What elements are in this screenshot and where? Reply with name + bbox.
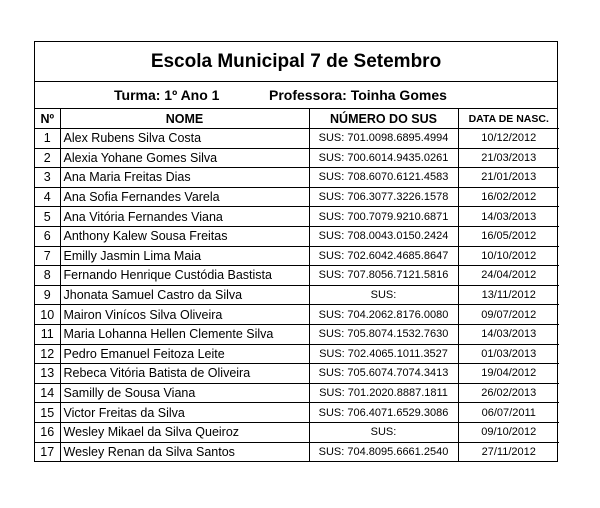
table-header-row [35,109,559,129]
student-name-cell: Mairon Vinícos Silva Oliveira [60,305,309,325]
sus-number-cell: SUS: [309,422,458,442]
student-name-cell: Ana Vitória Fernandes Viana [60,207,309,227]
row-number-cell: 6 [35,226,60,246]
row-number-cell: 1 [35,129,60,149]
row-number-cell: 8 [35,266,60,286]
row-number-cell: 12 [35,344,60,364]
sus-number-cell: SUS: 702.6042.4685.8647 [309,246,458,266]
birth-date-cell: 09/10/2012 [458,422,559,442]
sus-number-cell: SUS: 708.6070.6121.4583 [309,168,458,188]
birth-date-cell: 19/04/2012 [458,364,559,384]
sus-number-cell: SUS: 706.3077.3226.1578 [309,187,458,207]
sus-number-cell: SUS: 704.2062.8176.0080 [309,305,458,325]
table-row [35,305,559,325]
row-number-cell: 13 [35,364,60,384]
row-number-cell: 5 [35,207,60,227]
student-name-cell: Wesley Mikael da Silva Queiroz [60,422,309,442]
table-row [35,207,559,227]
column-header-number: Nº [35,109,60,129]
birth-date-cell: 10/12/2012 [458,129,559,149]
student-name-cell: Victor Freitas da Silva [60,403,309,423]
sus-number-cell: SUS: 704.8095.6661.2540 [309,442,458,461]
row-number-cell: 14 [35,383,60,403]
student-name-cell: Emilly Jasmin Lima Maia [60,246,309,266]
table-row [35,422,559,442]
birth-date-cell: 09/07/2012 [458,305,559,325]
student-name-cell: Fernando Henrique Custódia Bastista [60,266,309,286]
table-row [35,344,559,364]
birth-date-cell: 10/10/2012 [458,246,559,266]
student-name-cell: Ana Maria Freitas Dias [60,168,309,188]
sus-number-cell: SUS: 700.6014.9435.0261 [309,148,458,168]
row-number-cell: 10 [35,305,60,325]
column-header-birth-date: DATA DE NASC. [458,109,559,129]
row-number-cell: 9 [35,285,60,305]
table-row [35,129,559,149]
student-name-cell: Alex Rubens Silva Costa [60,129,309,149]
sus-number-cell: SUS: 706.4071.6529.3086 [309,403,458,423]
table-row [35,246,559,266]
student-name-cell: Samilly de Sousa Viana [60,383,309,403]
column-header-sus: NÚMERO DO SUS [309,109,458,129]
column-header-name: NOME [60,109,309,129]
birth-date-cell: 06/07/2011 [458,403,559,423]
student-roster-sheet [34,41,558,462]
student-table [35,109,559,461]
birth-date-cell: 21/01/2013 [458,168,559,188]
student-name-cell: Ana Sofia Fernandes Varela [60,187,309,207]
class-label: Turma: 1º Ano 1 [114,87,220,103]
teacher-label: Professora: Toinha Gomes [269,87,447,103]
table-row [35,226,559,246]
birth-date-cell: 14/03/2013 [458,324,559,344]
birth-date-cell: 01/03/2013 [458,344,559,364]
sus-number-cell: SUS: [309,285,458,305]
row-number-cell: 4 [35,187,60,207]
birth-date-cell: 21/03/2013 [458,148,559,168]
birth-date-cell: 14/03/2013 [458,207,559,227]
row-number-cell: 7 [35,246,60,266]
birth-date-cell: 26/02/2013 [458,383,559,403]
birth-date-cell: 16/05/2012 [458,226,559,246]
student-name-cell: Jhonata Samuel Castro da Silva [60,285,309,305]
table-row [35,383,559,403]
table-row [35,442,559,461]
student-name-cell: Pedro Emanuel Feitoza Leite [60,344,309,364]
table-row [35,148,559,168]
row-number-cell: 16 [35,422,60,442]
row-number-cell: 15 [35,403,60,423]
sus-number-cell: SUS: 700.7079.9210.6871 [309,207,458,227]
table-row [35,187,559,207]
table-row [35,364,559,384]
student-name-cell: Rebeca Vitória Batista de Oliveira [60,364,309,384]
birth-date-cell: 16/02/2012 [458,187,559,207]
row-number-cell: 17 [35,442,60,461]
row-number-cell: 2 [35,148,60,168]
student-name-cell: Alexia Yohane Gomes Silva [60,148,309,168]
sus-number-cell: SUS: 701.0098.6895.4994 [309,129,458,149]
student-name-cell: Wesley Renan da Silva Santos [60,442,309,461]
table-row [35,168,559,188]
sus-number-cell: SUS: 708.0043.0150.2424 [309,226,458,246]
table-row [35,324,559,344]
sus-number-cell: SUS: 705.8074.1532.7630 [309,324,458,344]
student-name-cell: Anthony Kalew Sousa Freitas [60,226,309,246]
sus-number-cell: SUS: 702.4065.1011.3527 [309,344,458,364]
student-name-cell: Maria Lohanna Hellen Clemente Silva [60,324,309,344]
table-row [35,285,559,305]
table-row [35,403,559,423]
birth-date-cell: 27/11/2012 [458,442,559,461]
row-number-cell: 11 [35,324,60,344]
school-title: Escola Municipal 7 de Setembro [35,42,557,82]
sus-number-cell: SUS: 707.8056.7121.5816 [309,266,458,286]
birth-date-cell: 13/11/2012 [458,285,559,305]
sus-number-cell: SUS: 705.6074.7074.3413 [309,364,458,384]
class-info-row [35,82,557,109]
sus-number-cell: SUS: 701.2020.8887.1811 [309,383,458,403]
row-number-cell: 3 [35,168,60,188]
birth-date-cell: 24/04/2012 [458,266,559,286]
table-row [35,266,559,286]
